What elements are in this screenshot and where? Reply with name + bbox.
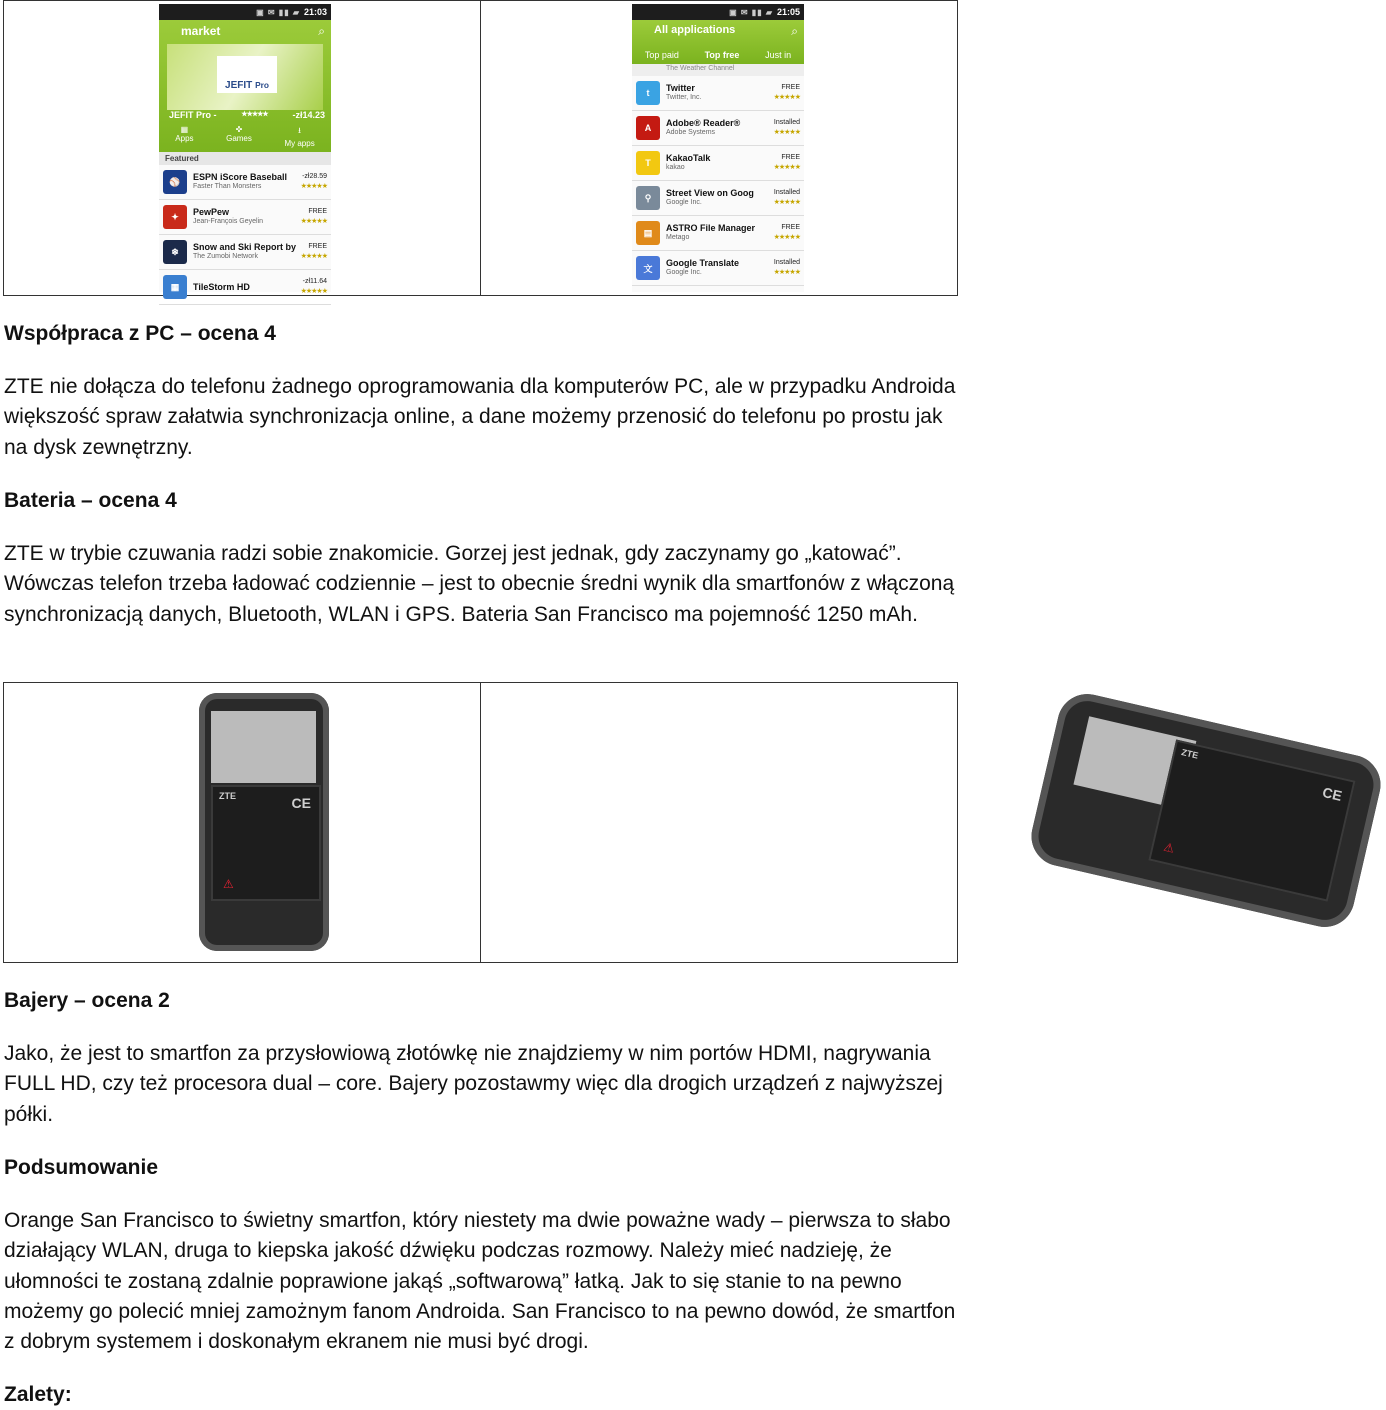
app-price-block <box>774 223 800 243</box>
app-price: FREE <box>308 243 327 250</box>
nav-myapps: My apps <box>284 139 315 148</box>
app-text <box>193 207 301 227</box>
app-icon: ❄ <box>163 240 187 264</box>
app-name: ASTRO File Manager <box>666 223 756 233</box>
app-developer: Adobe Systems <box>666 129 716 136</box>
app-name: Adobe® Reader® <box>666 118 741 128</box>
battery-text: ZTE w trybie czuwania radzi sobie znakomicie. Gorzej jest jednak, gdy zaczynamy go „katować”. Wówczas telefon trzeba ładować codziennie – jest to obecnie średni wynik dla smartfonów z włączoną synchronizacją danych, Bluetooth, WLAN i GPS. Bateria San Francisco ma pojemność 1250 mAh. <box>4 542 955 626</box>
battery-brand: ZTE <box>1180 747 1200 761</box>
app-name: Twitter <box>666 83 695 93</box>
app-text <box>193 172 301 192</box>
app-text <box>193 242 301 262</box>
app-name: TileStorm HD <box>193 282 250 292</box>
app-name: ESPN iScore Baseball <box>193 172 288 182</box>
app-name: Street View on Goog <box>666 188 754 198</box>
featured-banner <box>167 44 323 110</box>
summary-text: Orange San Francisco to świetny smartfon, który niestety ma dwie poważne wady – pierwsza to słabo działający WLAN, druga to kiepska jakość dźwięku podczas rozmowy. Należy mieć nadzieję, że ułomności te zostaną zdalnie poprawione jakąś „softwarową” łatką. Jak to się stanie to na pewno możemy go polecić mniej zamożnym fanom Androida. San Francisco to na pewno dowód, że smartfon z dobrym systemem i doskonałym ekranem nie musi być drogi. <box>4 1209 956 1354</box>
featured-app-line <box>169 110 325 120</box>
market-header <box>159 20 331 152</box>
status-bar <box>632 4 804 20</box>
allapps-screenshot-cell <box>481 1 958 296</box>
battery-brand: ZTE <box>219 791 236 801</box>
search-icon: ⌕ <box>318 24 325 38</box>
screenshots-table <box>3 0 958 296</box>
rating-stars-icon: ★★★★★ <box>773 269 800 276</box>
rating-stars-icon: ★★★★★ <box>300 218 327 225</box>
app-row[interactable] <box>632 146 804 181</box>
app-developer: Google Inc. <box>666 199 702 206</box>
status-bar <box>159 4 331 20</box>
games-icon: ✜ <box>235 125 243 134</box>
app-row[interactable] <box>159 270 331 305</box>
nav-apps: Apps <box>175 134 194 143</box>
app-price: FREE <box>781 224 800 231</box>
app-price: Installed <box>773 259 800 266</box>
extras-text: Jako, że jest to smartfon za przysłowiową złotówkę nie znajdziemy w nim portów HDMI, nagrywania FULL HD, czy też procesora dual – core. Bajery pozostawmy więc dla drogich urządzeń z najwyższej półki. <box>4 1042 943 1126</box>
rating-stars-icon: ★★★★★ <box>300 183 327 190</box>
app-price-block <box>774 258 800 278</box>
app-icon: ▤ <box>636 221 660 245</box>
battery <box>211 785 321 901</box>
battery <box>1148 739 1355 901</box>
status-icons: ▣ ✉ ▮▮ ▰ <box>729 7 773 17</box>
app-price: -zł11.64 <box>302 278 327 285</box>
banner-brand: JEFIT <box>225 80 253 91</box>
search-icon: ⌕ <box>791 24 798 38</box>
tab-top-free: Top free <box>704 50 740 60</box>
download-icon: ⭳ <box>298 126 301 135</box>
featured-app-price: -zł14.23 <box>292 110 325 120</box>
allapps-app-list <box>632 76 804 286</box>
app-price-block <box>301 242 327 262</box>
allapps-tabs <box>632 50 804 60</box>
ce-mark: CE <box>291 795 311 811</box>
app-developer: kakao <box>666 164 685 171</box>
market-screenshot-cell <box>4 1 481 296</box>
app-developer: Jean-François Geyelin <box>193 218 264 225</box>
app-price-block <box>774 153 800 173</box>
battery-heading: Bateria – ocena 4 <box>4 489 177 512</box>
banner-brand-sub: Pro <box>255 80 269 90</box>
warning-icon: ⚠ <box>223 877 234 891</box>
jefit-logo <box>217 56 277 92</box>
pc-text: ZTE nie dołącza do telefonu żadnego oprogramowania dla komputerów PC, ale w przypadku Androida większość spraw załatwia synchronizacja online, a dane możemy przenosić do telefonu po prostu jak na dysk zewnętrzny. <box>4 375 956 459</box>
app-price: -zł28.59 <box>302 173 327 180</box>
app-price: FREE <box>781 154 800 161</box>
app-name: KakaoTalk <box>666 153 711 163</box>
pros-heading: Zalety: <box>4 1383 72 1406</box>
rating-stars-icon: ★★★★★ <box>773 94 800 101</box>
app-row[interactable] <box>632 76 804 111</box>
app-text <box>666 223 774 243</box>
app-row[interactable] <box>632 181 804 216</box>
allapps-title: All applications <box>654 24 736 36</box>
featured-app-rating: ★★★★★ <box>241 111 268 118</box>
rating-stars-icon: ★★★★★ <box>300 288 327 295</box>
app-text <box>666 258 774 278</box>
app-icon: 文 <box>636 256 660 280</box>
market-app-list <box>159 165 331 305</box>
featured-app-name: JEFIT Pro - <box>169 110 217 120</box>
app-row[interactable] <box>159 165 331 200</box>
app-name: PewPew <box>193 207 230 217</box>
app-text <box>193 282 301 292</box>
rating-stars-icon: ★★★★★ <box>773 129 800 136</box>
app-row[interactable] <box>159 200 331 235</box>
status-time: 21:05 <box>776 7 800 17</box>
app-price: Installed <box>773 189 800 196</box>
app-price: Installed <box>773 119 800 126</box>
tab-just-in: Just in <box>765 50 792 60</box>
rating-stars-icon: ★★★★★ <box>300 253 327 260</box>
status-time: 21:03 <box>303 7 327 17</box>
app-text <box>666 83 774 103</box>
pc-heading: Współpraca z PC – ocena 4 <box>4 322 276 345</box>
rating-stars-icon: ★★★★★ <box>773 234 800 241</box>
app-icon: ▦ <box>163 275 187 299</box>
rating-stars-icon: ★★★★★ <box>773 199 800 206</box>
app-price-block <box>774 83 800 103</box>
app-icon: A <box>636 116 660 140</box>
allapps-header <box>632 20 804 64</box>
allapps-screenshot <box>632 4 804 292</box>
app-name: Google Translate <box>666 258 740 268</box>
status-icons: ▣ ✉ ▮▮ ▰ <box>256 7 300 17</box>
app-icon: t <box>636 81 660 105</box>
battery-photo-1-cell <box>4 683 481 963</box>
app-developer: Faster Than Monsters <box>193 183 262 190</box>
market-screenshot <box>159 4 331 295</box>
app-price-block <box>774 118 800 138</box>
battery-photos-table <box>3 682 1344 963</box>
featured-label: Featured <box>159 152 331 165</box>
phone-back-photo <box>199 693 329 951</box>
app-row[interactable] <box>632 251 804 286</box>
phone-back-photo-angled <box>1026 688 1386 933</box>
warning-icon: ⚠ <box>1162 839 1176 856</box>
app-name: Snow and Ski Report by <box>193 242 297 252</box>
market-nav <box>159 125 331 148</box>
ce-mark: CE <box>1320 783 1344 804</box>
app-price-block <box>301 207 327 227</box>
app-row[interactable] <box>159 235 331 270</box>
market-title: market <box>181 24 221 38</box>
tab-top-paid: Top paid <box>644 50 679 60</box>
app-text <box>666 118 774 138</box>
app-developer: Metago <box>666 234 690 241</box>
app-text <box>666 153 774 173</box>
app-icon: ⚲ <box>636 186 660 210</box>
app-developer: The Zumobi Network <box>193 253 258 260</box>
app-price: FREE <box>308 208 327 215</box>
app-developer: Google Inc. <box>666 269 702 276</box>
app-developer: Twitter, Inc. <box>666 94 702 101</box>
app-price-block <box>301 277 327 297</box>
app-icon: ✦ <box>163 205 187 229</box>
battery-photo-2-cell <box>481 683 1344 963</box>
app-text <box>666 188 774 208</box>
allapps-sub: The Weather Channel <box>632 64 804 76</box>
apps-grid-icon: ▦ <box>180 125 189 134</box>
app-icon: ⚾ <box>163 170 187 194</box>
extras-heading: Bajery – ocena 2 <box>4 989 170 1012</box>
summary-heading: Podsumowanie <box>4 1156 159 1179</box>
app-price-block <box>301 172 327 192</box>
app-icon: T <box>636 151 660 175</box>
app-row[interactable] <box>632 216 804 251</box>
app-price: FREE <box>781 84 800 91</box>
sim-slots <box>211 711 316 783</box>
app-row[interactable] <box>632 111 804 146</box>
rating-stars-icon: ★★★★★ <box>773 164 800 171</box>
app-price-block <box>774 188 800 208</box>
nav-games: Games <box>226 134 252 143</box>
